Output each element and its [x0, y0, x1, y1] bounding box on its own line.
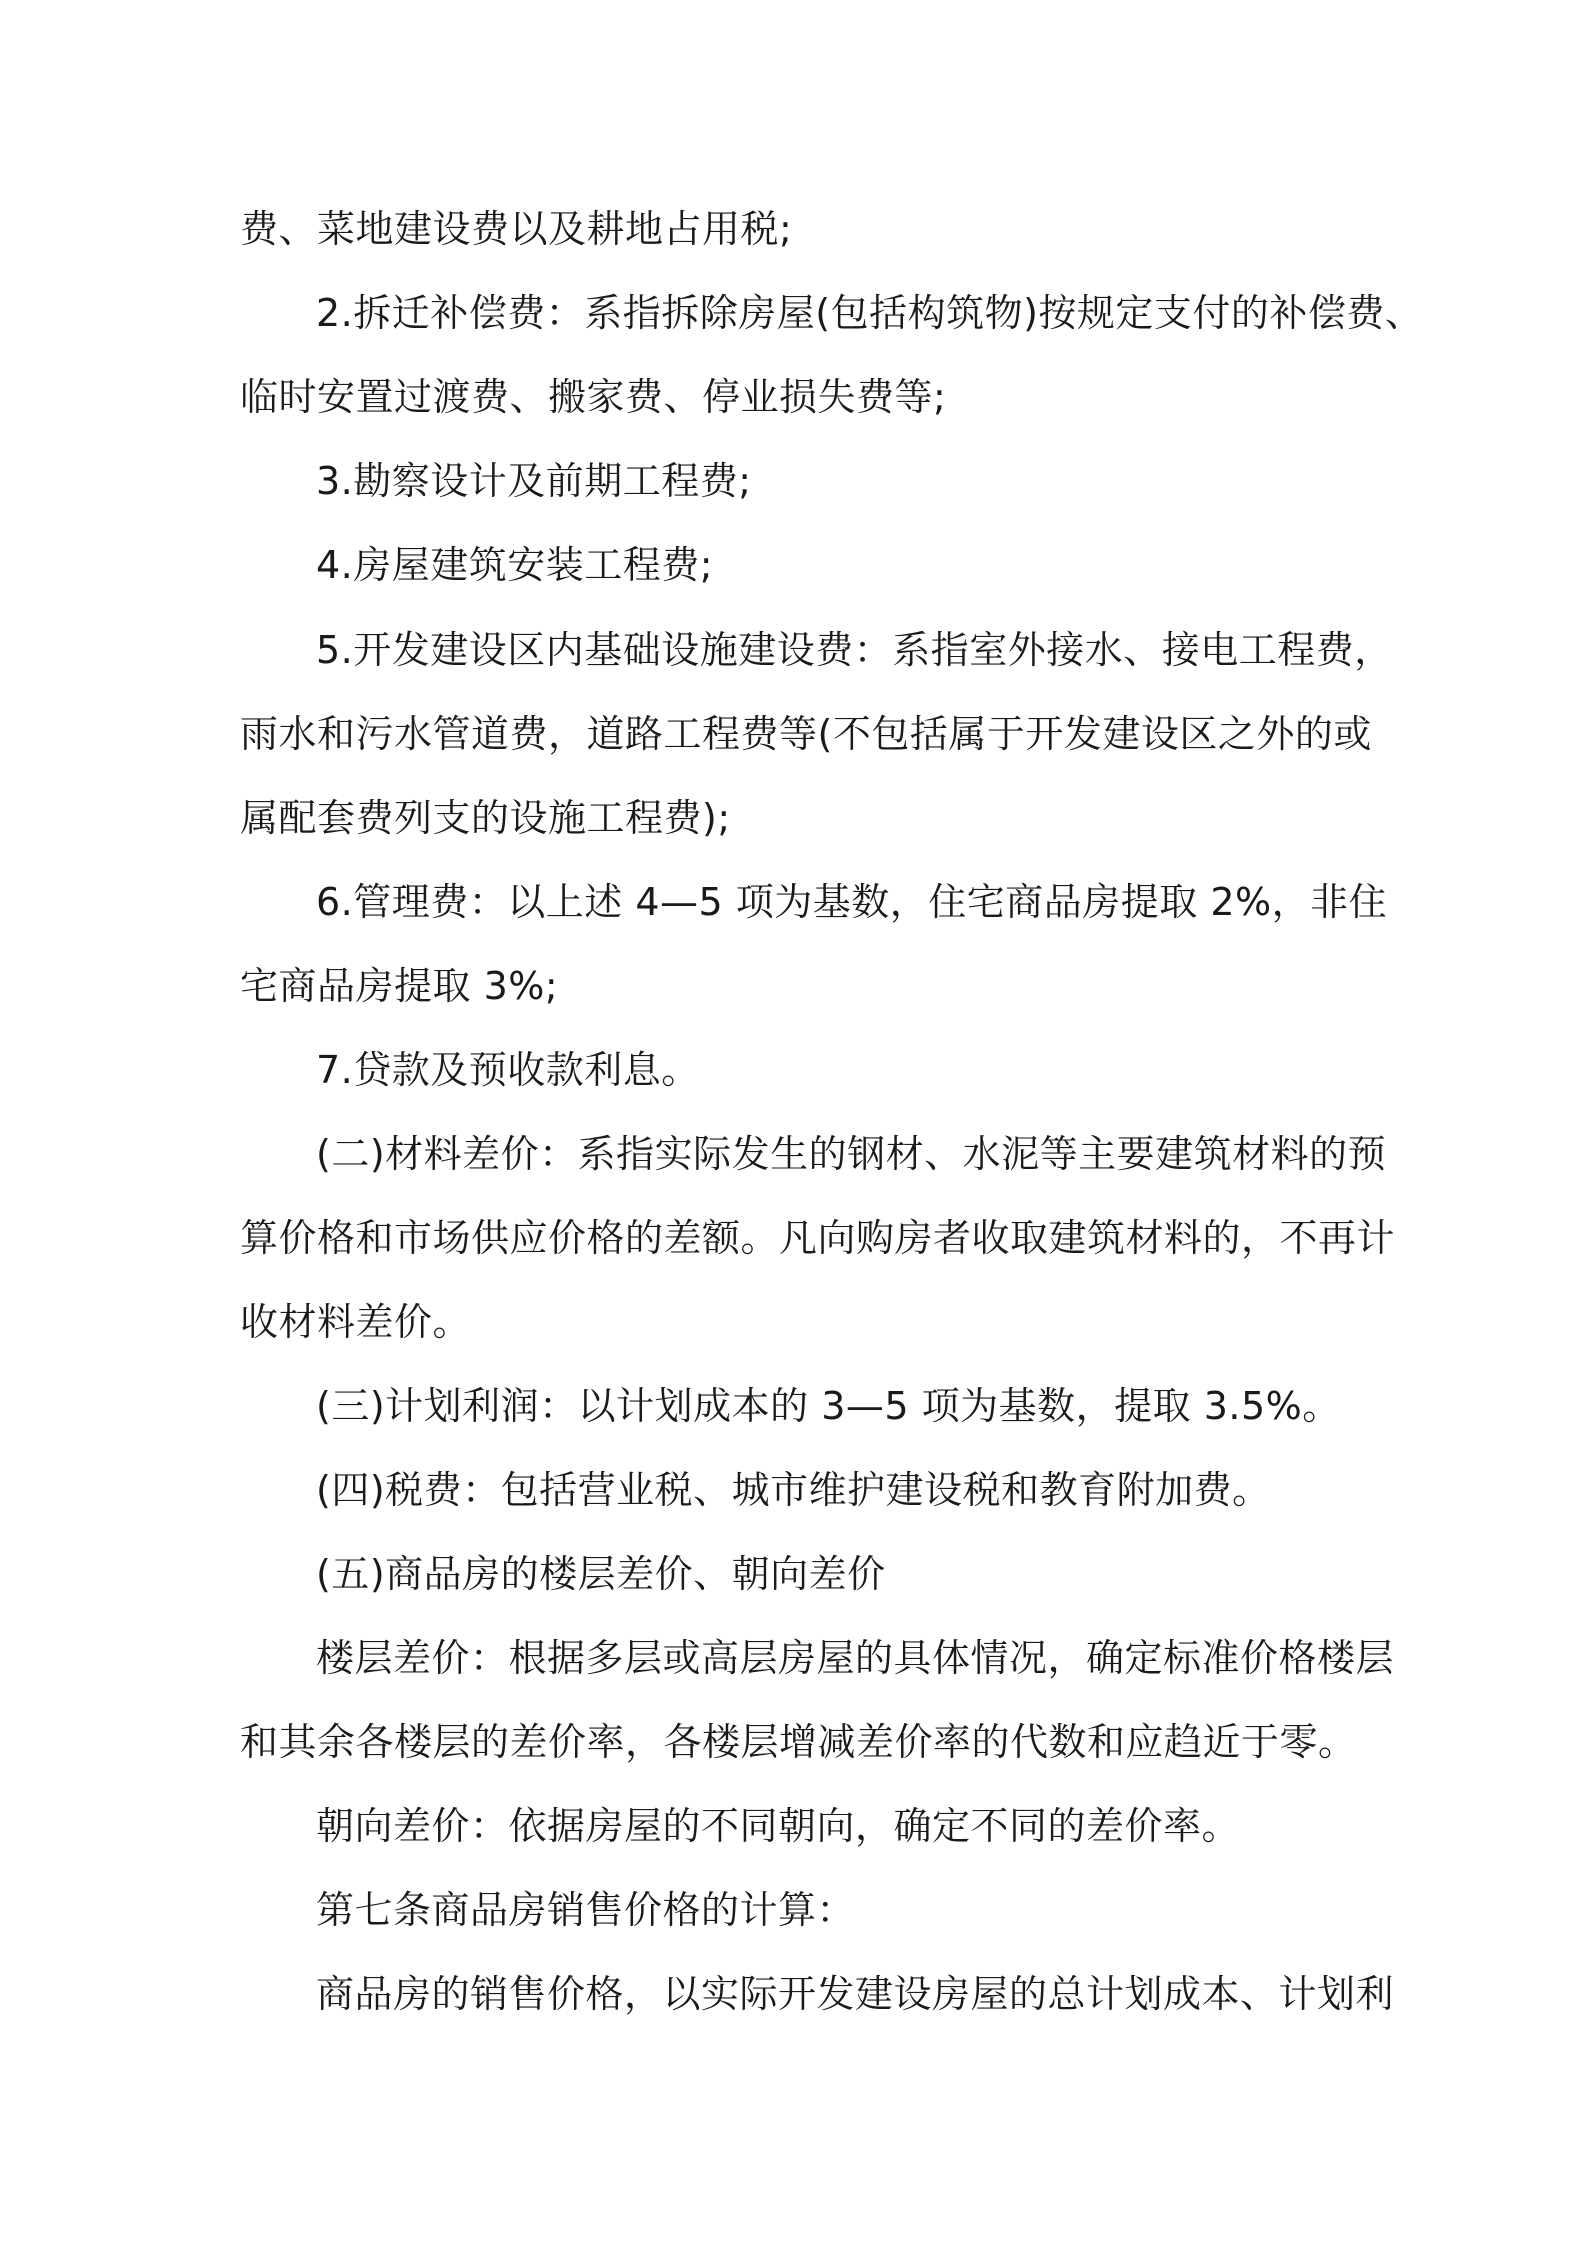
text-line: (二)材料差价：系指实际发生的钢材、水泥等主要建筑材料的预 — [316, 1132, 1387, 1176]
text-line: 7.贷款及预收款利息。 — [316, 1048, 700, 1092]
text-line: (三)计划利润：以计划成本的 3—5 项为基数，提取 3.5%。 — [316, 1384, 1341, 1428]
text-line: 临时安置过渡费、搬家费、停业损失费等; — [240, 375, 947, 419]
text-line: 商品房的销售价格，以实际开发建设房屋的总计划成本、计划利 — [316, 1972, 1395, 2016]
text-line: (四)税费：包括营业税、城市维护建设税和教育附加费。 — [316, 1468, 1271, 1512]
text-line: 和其余各楼层的差价率，各楼层增减差价率的代数和应趋近于零。 — [240, 1720, 1357, 1764]
text-line: 楼层差价：根据多层或高层房屋的具体情况，确定标准价格楼层 — [316, 1636, 1395, 1680]
text-line: 3.勘察设计及前期工程费; — [316, 459, 752, 503]
text-line: 宅商品房提取 3%; — [240, 964, 559, 1008]
text-line: 朝向差价：依据房屋的不同朝向，确定不同的差价率。 — [316, 1804, 1241, 1848]
text-line: 费、菜地建设费以及耕地占用税; — [240, 207, 793, 251]
text-line: 5.开发建设区内基础设施建设费：系指室外接水、接电工程费， — [316, 628, 1393, 672]
text-line: (五)商品房的楼层差价、朝向差价 — [316, 1552, 886, 1596]
text-line: 收材料差价。 — [240, 1300, 472, 1344]
text-line: 算价格和市场供应价格的差额。凡向购房者收取建筑材料的，不再计 — [240, 1216, 1396, 1260]
text-line: 4.房屋建筑安装工程费; — [316, 543, 714, 587]
text-line: 雨水和污水管道费，道路工程费等(不包括属于开发建设区之外的或 — [240, 712, 1372, 756]
text-line: 2.拆迁补偿费：系指拆除房屋(包括构筑物)按规定支付的补偿费、 — [316, 291, 1424, 335]
text-line: 6.管理费：以上述 4—5 项为基数，住宅商品房提取 2%，非住 — [316, 880, 1388, 924]
text-line: 属配套费列支的设施工程费); — [240, 796, 731, 840]
text-line: 第七条商品房销售价格的计算： — [316, 1888, 856, 1932]
